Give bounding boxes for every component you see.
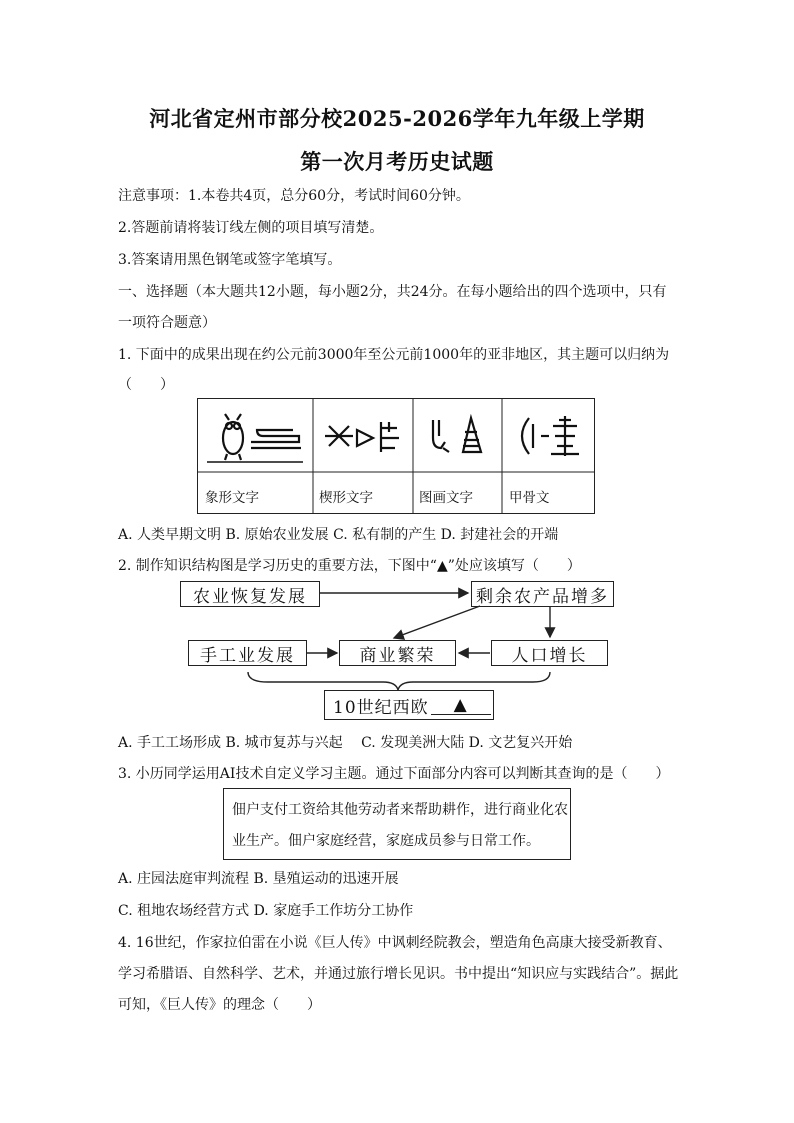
cuneiform-image: [319, 408, 409, 464]
box-population-growth: 人口增长: [491, 640, 608, 666]
q4-line1: 4. 16世纪，作家拉伯雷在小说《巨人传》中讽刺经院教会，塑造角色高康大接受新教育、: [118, 935, 672, 951]
q3-material-line1: 佃户支付工资给其他劳动者来帮助耕作，进行商业化农: [232, 802, 568, 818]
box-commerce-prosperity: 商业繁荣: [339, 640, 456, 666]
label-cuneiform: 楔形文字: [319, 490, 373, 506]
box-agriculture-recovery: 农业恢复发展: [180, 581, 320, 607]
oracle-bone-image: [507, 408, 593, 464]
section-heading-line2: 一项符合题意）: [118, 315, 216, 331]
q3-options-line2: C. 租地农场经营方式 D. 家庭手工作坊分工协作: [118, 903, 414, 919]
box-handicraft-development: 手工业发展: [188, 640, 307, 666]
notes-line2: 2.答题前请将装订线左侧的项目填写清楚。: [118, 220, 384, 236]
notes-line1: 注意事项：1.本卷共4页，总分60分，考试时间60分钟。: [118, 188, 470, 204]
exam-title-line1: 河北省定州市部分校2025-2026学年九年级上学期: [149, 106, 645, 131]
q4-line3: 可知，《巨人传》的理念（ ）: [118, 997, 321, 1013]
blank-underline: [431, 696, 491, 715]
notes-line3: 3.答案请用黑色钢笔或签字笔填写。: [118, 252, 342, 268]
pictograph-image: [419, 408, 499, 464]
q3-material-line2: 业生产。佃户家庭经营，家庭成员参与日常工作。: [232, 833, 540, 849]
triangle-marker: ▲: [453, 694, 468, 715]
label-hieroglyph: 象形文字: [205, 490, 259, 506]
hieroglyph-image: [203, 402, 309, 468]
exam-title-line2: 第一次月考历史试题: [300, 149, 494, 174]
label-oracle-bone: 甲骨文: [509, 490, 550, 506]
q2-structure-diagram: [178, 578, 618, 724]
q1-options: A. 人类早期文明 B. 原始农业发展 C. 私有制的产生 D. 封建社会的开端: [118, 527, 559, 543]
q1-script-table: [197, 398, 595, 514]
section-heading-line1: 一、选择题（本大题共12小题，每小题2分，共24分。在每小题给出的四个选项中，只有: [118, 284, 667, 300]
q3-material-box: [223, 788, 571, 860]
q3-options-line1: A. 庄园法庭审判流程 B. 垦殖运动的迅速开展: [118, 871, 399, 887]
q2-options: A. 手工工场形成 B. 城市复苏与兴起 C. 发现美洲大陆 D. 文艺复兴开始: [118, 735, 573, 751]
q2-stem: 2. 制作知识结构图是学习历史的重要方法，下图中“▲”处应该填写（ ）: [118, 558, 581, 574]
q4-line2: 学习希腊语、自然科学、艺术，并通过旅行增长见识。书中提出“知识应与实践结合”。据此: [118, 966, 679, 982]
box-surplus-produce: 剩余农产品增多: [471, 581, 614, 607]
label-pictograph: 图画文字: [419, 490, 473, 506]
q3-stem: 3. 小历同学运用AI技术自定义学习主题。通过下面部分内容可以判断其查询的是（ ）: [118, 766, 670, 782]
q1-stem-line2: （ ）: [118, 377, 174, 393]
box-result: [324, 690, 494, 720]
result-label: 10世纪西欧: [333, 697, 429, 718]
q1-stem-line1: 1. 下面中的成果出现在约公元前3000年至公元前1000年的亚非地区，其主题可以归纳为: [118, 347, 670, 363]
